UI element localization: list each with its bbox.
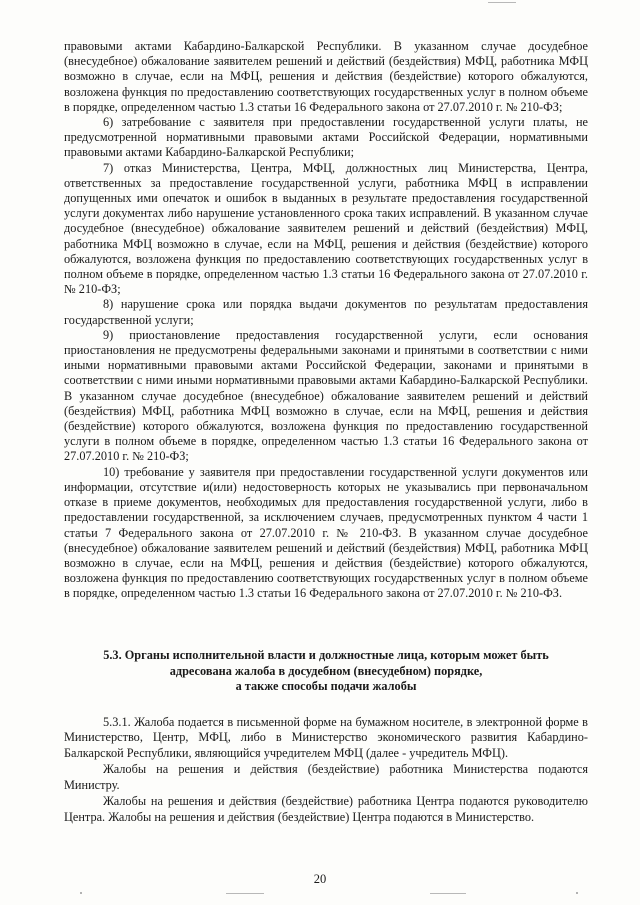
- scan-artifact-bottom-left: [226, 893, 264, 894]
- section-heading-line-3: а также способы подачи жалобы: [235, 679, 417, 693]
- paragraph-item-9: 9) приостановление предоставления государственной услуги, если основания приостановления не предусмотрены федеральными законами и принятыми в соответствии с ними иными нормативными правовыми актами Российской Федерации, законами и принятыми в соответствии с ними иными нормативными правовыми актами Кабардино-Балкарской Республики. В указанном случае досудебное (внесудебное) обжалование заявителем решений и действий (бездействия) МФЦ, работника МФЦ возможно в случае, если на МФЦ, решения и действия (бездействие) которого обжалуются, возложена функция по предоставлению государственной услуги в полном объеме в порядке, определенном частью 1.3 статьи 16 Федерального закона от 27.07.2010 г. № 210-ФЗ;: [64, 327, 588, 464]
- paragraph-item-7: 7) отказ Министерства, Центра, МФЦ, должностных лиц Министерства, Центра, ответственных за предоставление государственной услуги, работника МФЦ в исправлении допущенных ими опечаток и ошибок в выданных в результате предоставления государственной услуги документах либо нарушение установленного срока таких исправлений. В указанном случае досудебное (внесудебное) обжалование заявителем решений и действий (бездействия) МФЦ, работника МФЦ возможно в случае, если на МФЦ, решения и действия (бездействие) которого обжалуются, возложена функция по предоставлению соответствующих государственных услуг в полном объеме в порядке, определенном частью 1.3 статьи 16 Федерального закона от 27.07.2010 г. № 210-ФЗ;: [64, 160, 588, 297]
- document-body: [64, 39, 588, 602]
- section-heading-line-1: 5.3. Органы исполнительной власти и должностные лица, которым может быть: [103, 648, 549, 662]
- section-5-3: [64, 648, 588, 826]
- scan-artifact-dot: [80, 892, 82, 894]
- scan-artifact-dot: [576, 892, 578, 894]
- paragraph-center-complaints: Жалобы на решения и действия (бездействие) работника Центра подаются руководителю Центра. Жалобы на решения и действия (бездействие) Центра подаются в Министерство.: [64, 794, 588, 825]
- page-number: 20: [313, 872, 327, 886]
- paragraph-item-6: 6) затребование с заявителя при предоставлении государственной услуги платы, не предусмотренной нормативными правовыми актами Российской Федерации, нормативными правовыми актами Кабардино-Балкарской Республики;: [64, 115, 588, 160]
- paragraph-ministry-complaints: Жалобы на решения и действия (бездействие) работника Министерства подаются Министру.: [64, 762, 588, 792]
- section-body: [64, 715, 588, 826]
- paragraph-item-8: 8) нарушение срока или порядка выдачи документов по результатам предоставления государственной услуги;: [64, 297, 588, 327]
- scan-artifact-bottom-right: [430, 893, 466, 894]
- paragraph-continuation: правовыми актами Кабардино-Балкарской Республики. В указанном случае досудебное (внесудебное) обжалование заявителем решений и действий (бездействия) МФЦ, работника МФЦ возможно в случае, если на МФЦ, решения и действия (бездействие) которого обжалуются, возложена функция по предоставлению соответствующих государственных услуг в полном объеме в порядке, определенном частью 1.3 статьи 16 Федерального закона от 27.07.2010 г. № 210-ФЗ;: [64, 39, 588, 114]
- section-heading-line-2: адресована жалоба в досудебном (внесудебном) порядке,: [169, 663, 483, 678]
- paragraph-5-3-1: 5.3.1. Жалоба подается в письменной форме на бумажном носителе, в электронной форме в Министерство, Центр, МФЦ, либо в Министерство экономического развития Кабардино-Балкарской Республики, являющийся учредителем МФЦ (далее - учредитель МФЦ).: [64, 714, 588, 760]
- scan-artifact-top: [488, 2, 516, 3]
- paragraph-item-10: 10) требование у заявителя при предоставлении государственной услуги документов или информации, отсутствие и(или) недостоверность которых не указывались при первоначальном отказе в приеме документов, необходимых для предоставления государственной услуги, либо в предоставлении государственной, за исключением случаев, предусмотренных пунктом 4 части 1 статьи 7 Федерального закона от 27.07.2010 г. № 210-ФЗ. В указанном случае досудебное (внесудебное) обжалование заявителем решений и действий (бездействия) МФЦ, работника МФЦ возможно в случае, если на МФЦ, решения и действия (бездействие) которого обжалуются, возложена функция по предоставлению соответствующих государственных услуг в полном объеме в порядке, определенном частью 1.3 статьи 16 Федерального закона от 27.07.2010 г. № 210-ФЗ.: [64, 464, 588, 601]
- section-heading: [64, 648, 588, 695]
